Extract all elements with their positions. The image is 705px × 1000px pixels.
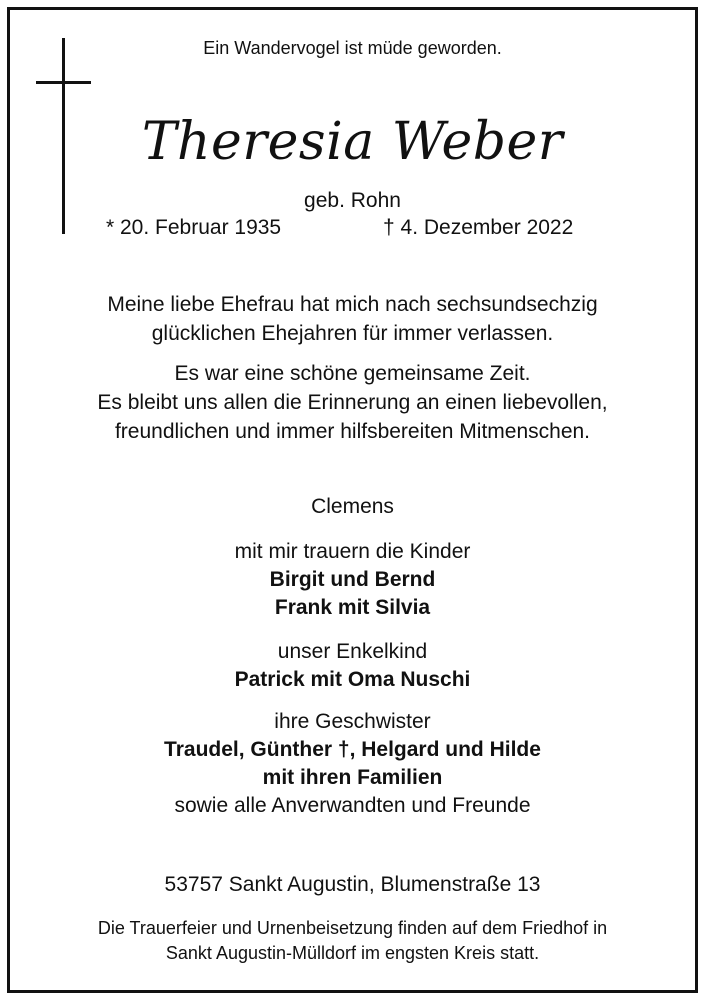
message-line: Es war eine schöne gemeinsame Zeit. xyxy=(174,362,531,385)
message-line: Meine liebe Ehefrau hat mich nach sechsundsechzig xyxy=(107,293,598,316)
maiden-name: geb. Rohn xyxy=(304,189,401,212)
other-mourners: sowie alle Anverwandten und Freunde xyxy=(174,794,531,817)
ceremony-line: Sankt Augustin-Mülldorf im engsten Kreis statt. xyxy=(165,943,540,963)
children-intro: mit mir trauern die Kinder xyxy=(234,540,471,563)
grandchild-name: Patrick mit Oma Nuschi xyxy=(234,668,471,691)
message-line: glücklichen Ehejahren für immer verlassen. xyxy=(151,322,554,345)
siblings-families: mit ihren Familien xyxy=(262,766,443,789)
message-line: Es bleibt uns allen die Erinnerung an einen liebevollen, xyxy=(97,391,608,414)
birth-date: * 20. Februar 1935 xyxy=(106,216,282,239)
spouse-name: Clemens xyxy=(311,495,394,518)
grandchild-intro: unser Enkelkind xyxy=(277,640,428,663)
child-name: Frank mit Silvia xyxy=(274,596,431,619)
motto: Ein Wandervogel ist müde geworden. xyxy=(203,38,502,58)
ceremony-line: Die Trauerfeier und Urnenbeisetzung finden auf dem Friedhof in xyxy=(97,918,608,938)
address: 53757 Sankt Augustin, Blumenstraße 13 xyxy=(164,873,541,896)
death-date: † 4. Dezember 2022 xyxy=(383,216,574,239)
deceased-name: Theresia Weber xyxy=(141,112,564,172)
siblings-names: Traudel, Günther †, Helgard und Hilde xyxy=(164,738,541,761)
message-line: freundlichen und immer hilfsbereiten Mitmenschen. xyxy=(114,420,591,443)
siblings-intro: ihre Geschwister xyxy=(274,710,431,733)
child-name: Birgit und Bernd xyxy=(269,568,436,591)
cross-icon-bar xyxy=(36,81,91,84)
